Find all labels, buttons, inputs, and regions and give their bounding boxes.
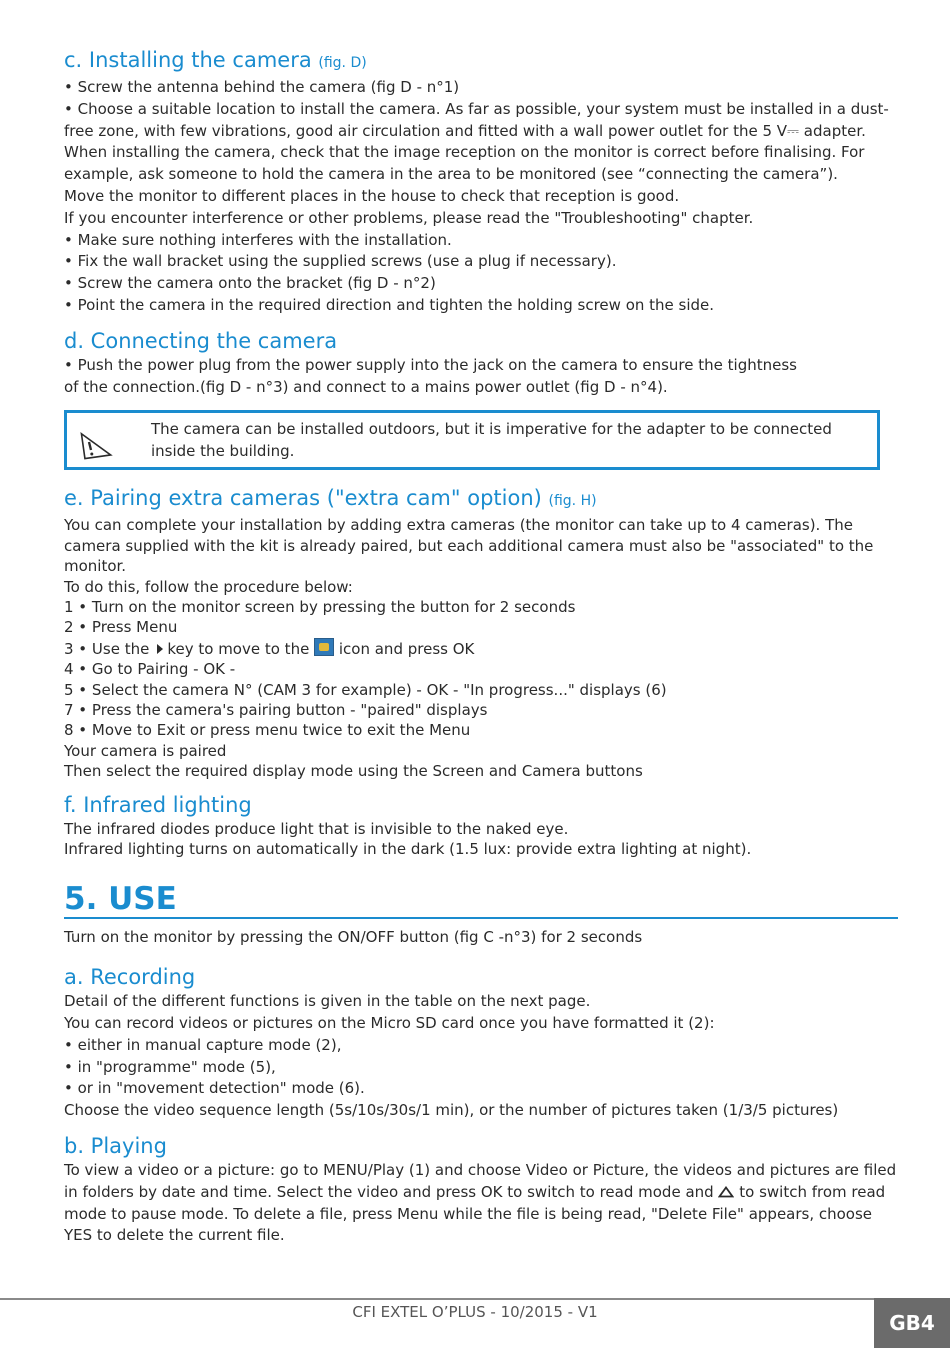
b-text-b: to switch from read mode to pause mode. To delete a file, press Menu while the file is being read, "Delete File" appears, choose YES to delete the current file. [64, 1182, 886, 1245]
heading-connecting-camera: d. Connecting the camera [64, 328, 338, 353]
footer-divider [0, 1298, 874, 1300]
footer-text: CFI EXTEL O’PLUS - 10/2015 - V1 [352, 1303, 598, 1321]
e-display-mode: Then select the required display mode using the Screen and Camera buttons [64, 762, 643, 781]
heading-text: c. Installing the camera [64, 48, 312, 72]
c-line-7: • Fix the wall bracket using the supplied screws (use a plug if necessary). [64, 252, 617, 271]
step3-part-b: key to move to the [167, 639, 310, 658]
a-line-4: • in "programme" mode (5), [64, 1057, 276, 1076]
e-step-8: 8 • Move to Exit or press menu twice to exit the Menu [64, 721, 471, 740]
e-step-1: 1 • Turn on the monitor screen by pressing the button for 2 seconds [64, 597, 576, 616]
e-intro-2: To do this, follow the procedure below: [64, 577, 353, 596]
heading-playing: b. Playing [64, 1134, 167, 1159]
a-line-1: Detail of the different functions is given in the table on the next page. [64, 992, 591, 1011]
warning-triangle-icon [77, 426, 113, 462]
page-number-badge: GB4 [874, 1298, 950, 1348]
d-line-2: of the connection.(fig D - n°3) and connect to a mains power outlet (fig D - n°4). [64, 377, 668, 396]
c-line-9: • Point the camera in the required direction and tighten the holding screw on the side. [64, 295, 715, 314]
fig-ref: (fig. H) [548, 493, 597, 510]
heading-pairing-cameras [64, 484, 900, 515]
c-line-8: • Screw the camera onto the bracket (fig D - n°2) [64, 274, 436, 293]
c-line-2: • Choose a suitable location to install the camera. As far as possible, your system must be installed in a dust-free zone, with few vibrations, good air circulation and fitted with a wall power outlet for the 5 V⎓ adapter. [64, 99, 889, 140]
arrow-right-icon [157, 644, 163, 654]
f-line-1: The infrared diodes produce light that is invisible to the naked eye. [64, 819, 569, 838]
c-line-3: When installing the camera, check that the image reception on the monitor is correct before finalising. For example, ask someone to hold the camera in the area to be monitored (see “connecting the camera”). [64, 143, 865, 184]
warning-text: The camera can be installed outdoors, but it is imperative for the adapter to be connected inside the building. [151, 420, 832, 461]
use-line: Turn on the monitor by pressing the ON/OFF button (fig C -n°3) for 2 seconds [64, 928, 643, 947]
a-line-3: • either in manual capture mode (2), [64, 1035, 342, 1054]
fig-ref: (fig. D) [318, 55, 367, 71]
c-line-5: If you encounter interference or other problems, please read the "Troubleshooting" chapter. [64, 208, 754, 227]
e-step-5: 5 • Select the camera N° (CAM 3 for example) - OK - "In progress..." displays (6) [64, 680, 667, 699]
a-line-2: You can record videos or pictures on the Micro SD card once you have formatted it (2): [64, 1014, 715, 1033]
camera-settings-icon [314, 638, 334, 656]
d-line-1: • Push the power plug from the power supply into the jack on the camera to ensure the tightness [64, 355, 797, 374]
warning-box [64, 410, 880, 470]
e-step-3 [64, 638, 900, 659]
c-line-4: Move the monitor to different places in the house to check that reception is good. [64, 186, 680, 205]
b-text-a: To view a video or a picture: go to MENU/Play (1) and choose Video or Picture, the videos and pictures are filed in folders by date and time. Select the video and press OK to switch to read mode and [64, 1161, 897, 1201]
a-line-6: Choose the video sequence length (5s/10s/30s/1 min), or the number of pictures taken (1/3/5 pictures) [64, 1101, 839, 1120]
f-line-2: Infrared lighting turns on automatically in the dark (1.5 lux: provide extra lighting at night). [64, 840, 752, 859]
a-line-5: • or in "movement detection" mode (6). [64, 1079, 365, 1098]
e-step-4: 4 • Go to Pairing - OK - [64, 660, 236, 679]
b-paragraph [64, 1160, 900, 1247]
page-content [64, 46, 900, 1247]
e-paired: Your camera is paired [64, 741, 227, 760]
e-step-7: 7 • Press the camera's pairing button - "paired" displays [64, 701, 488, 720]
e-intro-1: You can complete your installation by adding extra cameras (the monitor can take up to 4 cameras). The camera supplied with the kit is already paired, but each additional camera must also be "associated" to the monitor. [64, 516, 874, 576]
heading-installing-camera [64, 46, 900, 77]
up-triangle-icon [718, 1186, 734, 1198]
c-line-1: • Screw the antenna behind the camera (fig D - n°1) [64, 78, 460, 96]
heading-text: e. Pairing extra cameras ("extra cam" option) [64, 486, 542, 511]
heading-infrared-lighting: f. Infrared lighting [64, 792, 252, 817]
step3-part-a: 3 • Use the [64, 639, 150, 658]
step3-part-c: icon and press OK [338, 639, 475, 658]
c-line-6: • Make sure nothing interferes with the installation. [64, 230, 452, 249]
e-step-2: 2 • Press Menu [64, 618, 178, 637]
heading-use: 5. USE [64, 881, 898, 919]
heading-recording: a. Recording [64, 965, 196, 990]
